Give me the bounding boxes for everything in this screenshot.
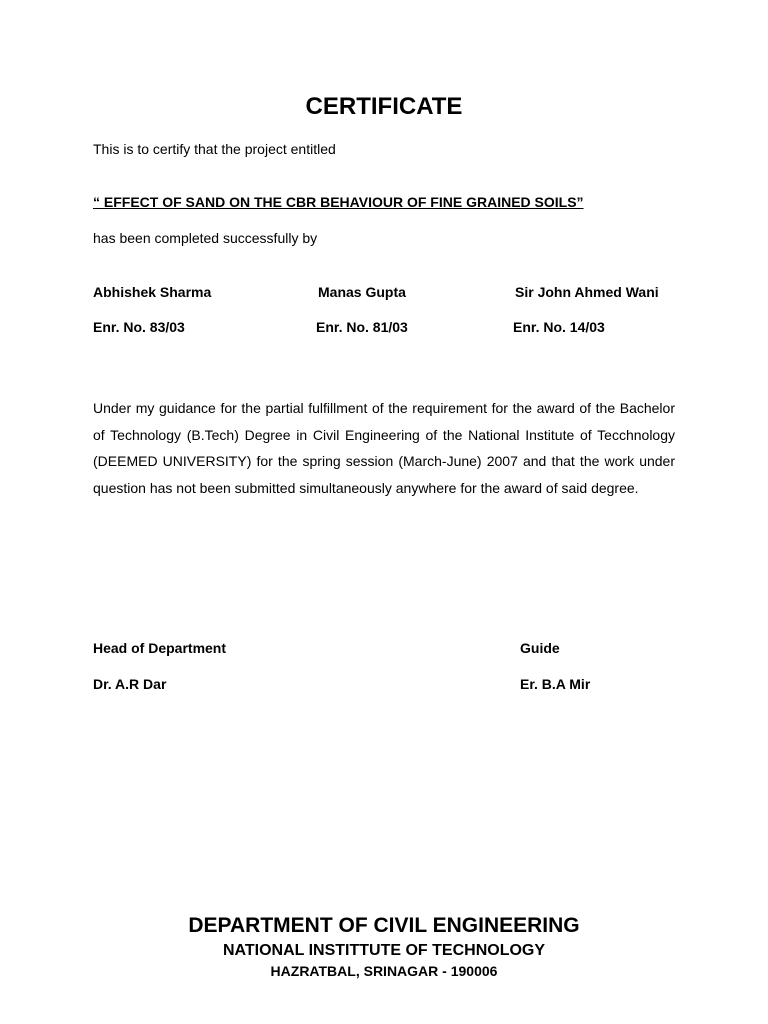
hod-role: Head of Department — [93, 640, 227, 656]
student-1-enrollment: Enr. No. 83/03 — [93, 319, 185, 335]
institute-name: NATIONAL INSTITTUTE OF TECHNOLOGY — [222, 942, 546, 959]
student-3-name: Sir John Ahmed Wani — [515, 284, 659, 300]
guide-name: Er. B.A Mir — [520, 676, 591, 692]
student-2-enrollment: Enr. No. 81/03 — [316, 319, 408, 335]
guide-role: Guide — [520, 640, 560, 656]
certificate-title: CERTIFICATE — [305, 93, 463, 120]
institute-address: HAZRATBAL, SRINAGAR - 190006 — [270, 963, 498, 979]
student-1-name: Abhishek Sharma — [93, 284, 212, 300]
intro-text: This is to certify that the project entitled — [93, 141, 336, 157]
hod-name: Dr. A.R Dar — [93, 676, 167, 692]
student-3-enrollment: Enr. No. 14/03 — [513, 319, 605, 335]
guidance-paragraph: Under my guidance for the partial fulfillment of the requirement for the award of the Bachelor of Technology (B.Tech) Degree in Civil Engineering of the National Institute of Tecchnology (DEEMED UNIVERSITY) for the spring session (March-June) 2007 and that the work under question has not been submitted simultaneously anywhere for the award of said degree. — [93, 400, 675, 496]
department-name: DEPARTMENT OF CIVIL ENGINEERING — [188, 914, 580, 937]
project-title: “ EFFECT OF SAND ON THE CBR BEHAVIOUR OF FINE GRAINED SOILS” — [93, 194, 584, 210]
completed-by-text: has been completed successfully by — [93, 230, 318, 246]
student-2-name: Manas Gupta — [318, 284, 406, 300]
